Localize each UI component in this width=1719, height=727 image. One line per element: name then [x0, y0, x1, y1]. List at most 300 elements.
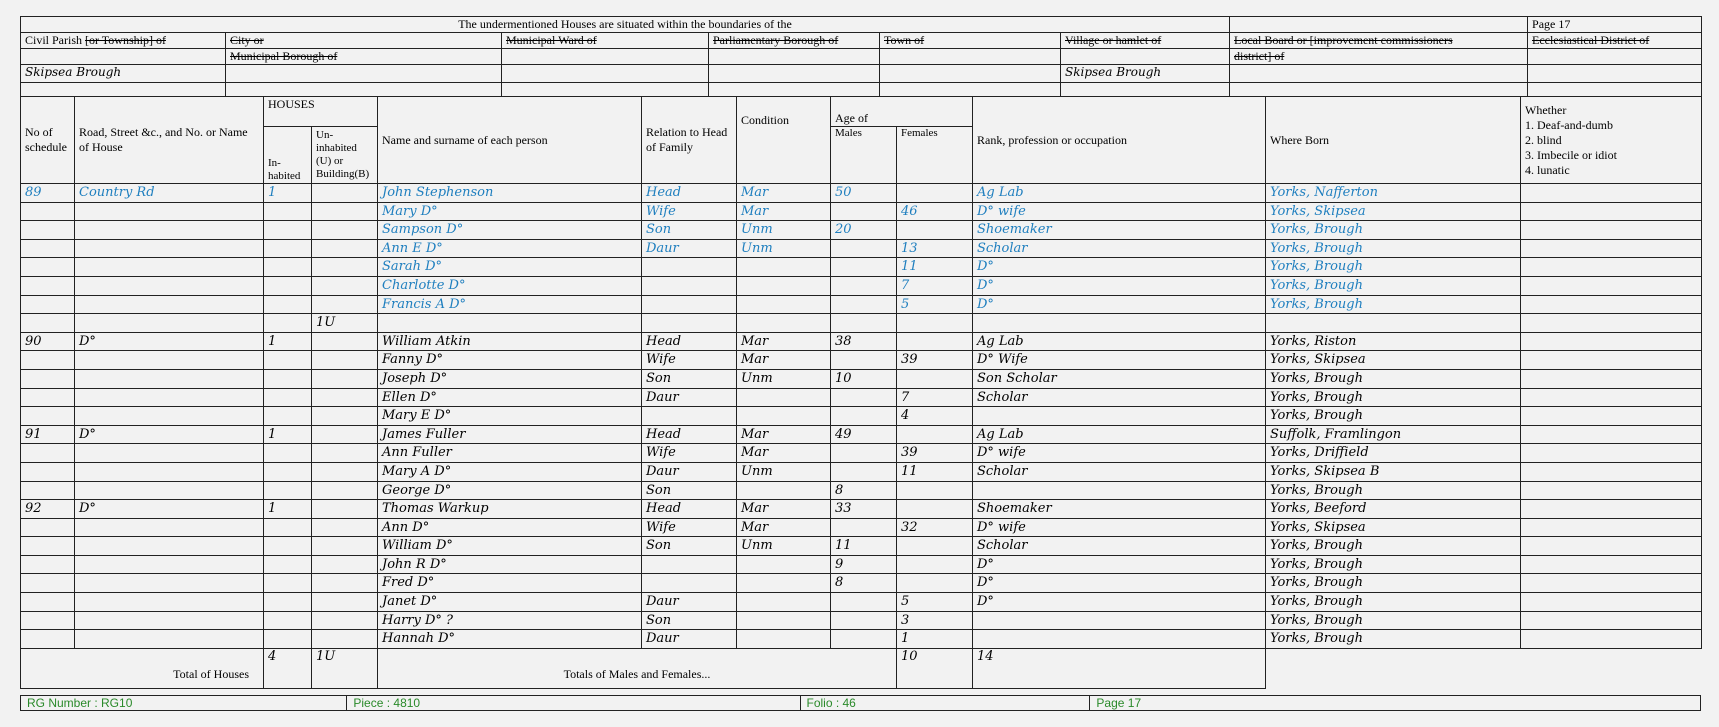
cell-cond: Mar: [737, 202, 831, 221]
cell-occ: Ag Lab: [973, 332, 1266, 351]
cell-whether: [1521, 593, 1702, 612]
cell-name: Ann E D°: [378, 239, 642, 258]
cell-m: 8: [831, 574, 897, 593]
cell-road: [75, 444, 264, 463]
cell-name: Hannah D°: [378, 630, 642, 649]
total-females: 14: [973, 648, 1266, 688]
cell-cond: Unm: [737, 221, 831, 240]
cell-uninh: [312, 351, 378, 370]
cell-sched: [21, 258, 75, 277]
table-row: [21, 276, 1702, 295]
cell-m: 38: [831, 332, 897, 351]
cell-cond: Mar: [737, 518, 831, 537]
table-row: [21, 555, 1702, 574]
cell-rel: Wife: [642, 518, 737, 537]
cell-occ: Scholar: [973, 537, 1266, 556]
cell-inh: [264, 555, 312, 574]
header-table: [20, 16, 1702, 97]
cell-name: Sarah D°: [378, 258, 642, 277]
col-age: Age of: [831, 97, 973, 127]
cell-name: Charlotte D°: [378, 276, 642, 295]
col-whether: Whether 1. Deaf-and-dumb 2. blind 3. Imbecile or idiot 4. lunatic: [1521, 97, 1702, 184]
cell-sched: [21, 407, 75, 426]
cell-cond: Unm: [737, 369, 831, 388]
cell-born: Yorks, Brough: [1266, 574, 1521, 593]
table-row: [21, 425, 1702, 444]
cell-road: [75, 314, 264, 333]
cell-name: Thomas Warkup: [378, 500, 642, 519]
cell-uninh: [312, 481, 378, 500]
table-row: [21, 481, 1702, 500]
cell-uninh: [312, 276, 378, 295]
cell-road: [75, 202, 264, 221]
cell-sched: [21, 314, 75, 333]
cell-occ: Ag Lab: [973, 425, 1266, 444]
cell-sched: [21, 239, 75, 258]
table-row: [21, 202, 1702, 221]
cell-inh: [264, 611, 312, 630]
cell-whether: [1521, 407, 1702, 426]
cell-born: Yorks, Skipsea: [1266, 351, 1521, 370]
cell-whether: [1521, 537, 1702, 556]
table-row: [21, 593, 1702, 612]
cell-f: 4: [897, 407, 973, 426]
cell-inh: [264, 388, 312, 407]
total-uninhabited: 1U: [312, 648, 378, 688]
cell-born: Yorks, Brough: [1266, 258, 1521, 277]
cell-cond: [737, 258, 831, 277]
cell-f: [897, 574, 973, 593]
cell-f: [897, 500, 973, 519]
cell-cond: [737, 481, 831, 500]
cell-whether: [1521, 518, 1702, 537]
cell-occ: [973, 481, 1266, 500]
total-inhabited: 4: [264, 648, 312, 688]
cell-f: [897, 369, 973, 388]
cell-road: [75, 276, 264, 295]
census-table: [20, 96, 1702, 689]
cell-cond: Mar: [737, 184, 831, 203]
city-label: City or: [226, 33, 502, 49]
cell-inh: [264, 295, 312, 314]
cell-uninh: [312, 500, 378, 519]
cell-born: Yorks, Beeford: [1266, 500, 1521, 519]
cell-road: [75, 611, 264, 630]
cell-cond: Unm: [737, 462, 831, 481]
cell-f: [897, 184, 973, 203]
cell-road: D°: [75, 332, 264, 351]
cell-born: Yorks, Skipsea: [1266, 518, 1521, 537]
cell-rel: Wife: [642, 202, 737, 221]
cell-born: Yorks, Brough: [1266, 295, 1521, 314]
census-sheet: [20, 16, 1701, 689]
table-row: [21, 258, 1702, 277]
cell-name: William Atkin: [378, 332, 642, 351]
cell-name: Francis A D°: [378, 295, 642, 314]
cell-name: Ann D°: [378, 518, 642, 537]
table-row: [21, 369, 1702, 388]
table-row: [21, 630, 1702, 649]
cell-rel: Son: [642, 481, 737, 500]
cell-sched: [21, 593, 75, 612]
cell-uninh: [312, 574, 378, 593]
cell-sched: 91: [21, 425, 75, 444]
cell-inh: [264, 518, 312, 537]
cell-cond: [737, 276, 831, 295]
cell-uninh: [312, 593, 378, 612]
cell-m: [831, 630, 897, 649]
cell-inh: [264, 221, 312, 240]
cell-cond: Unm: [737, 537, 831, 556]
cell-born: Yorks, Driffield: [1266, 444, 1521, 463]
cell-name: John R D°: [378, 555, 642, 574]
cell-cond: [737, 574, 831, 593]
cell-uninh: [312, 369, 378, 388]
cell-sched: [21, 276, 75, 295]
cell-m: [831, 388, 897, 407]
cell-whether: [1521, 500, 1702, 519]
cell-sched: 92: [21, 500, 75, 519]
cell-whether: [1521, 462, 1702, 481]
cell-m: [831, 444, 897, 463]
cell-occ: [973, 611, 1266, 630]
cell-road: [75, 388, 264, 407]
cell-born: Yorks, Brough: [1266, 388, 1521, 407]
cell-whether: [1521, 314, 1702, 333]
cell-cond: [737, 314, 831, 333]
table-row: [21, 221, 1702, 240]
table-row: [21, 388, 1702, 407]
cell-m: 9: [831, 555, 897, 574]
cell-born: Yorks, Brough: [1266, 239, 1521, 258]
cell-f: [897, 481, 973, 500]
cell-m: [831, 276, 897, 295]
page-number: Page 17: [1528, 17, 1702, 33]
cell-uninh: [312, 630, 378, 649]
cell-occ: D°: [973, 574, 1266, 593]
cell-name: Joseph D°: [378, 369, 642, 388]
cell-whether: [1521, 425, 1702, 444]
cell-inh: [264, 574, 312, 593]
cell-m: 10: [831, 369, 897, 388]
cell-cond: Mar: [737, 425, 831, 444]
cell-road: [75, 537, 264, 556]
cell-whether: [1521, 332, 1702, 351]
cell-rel: [642, 314, 737, 333]
cell-uninh: [312, 444, 378, 463]
cell-rel: Wife: [642, 351, 737, 370]
cell-occ: Scholar: [973, 239, 1266, 258]
cell-uninh: [312, 518, 378, 537]
piece-number: Piece : 4810: [347, 696, 800, 711]
cell-name: George D°: [378, 481, 642, 500]
cell-m: [831, 462, 897, 481]
col-females: Females: [897, 127, 973, 184]
cell-road: D°: [75, 425, 264, 444]
cell-uninh: [312, 258, 378, 277]
cell-occ: Shoemaker: [973, 221, 1266, 240]
cell-name: Sampson D°: [378, 221, 642, 240]
cell-f: [897, 555, 973, 574]
cell-uninh: [312, 184, 378, 203]
cell-whether: [1521, 388, 1702, 407]
cell-f: 39: [897, 351, 973, 370]
cell-sched: [21, 518, 75, 537]
cell-occ: D° Wife: [973, 351, 1266, 370]
cell-rel: Daur: [642, 593, 737, 612]
cell-sched: [21, 388, 75, 407]
cell-f: 5: [897, 593, 973, 612]
parliamentary-label: Parliamentary Borough of: [709, 33, 880, 49]
cell-cond: Mar: [737, 351, 831, 370]
cell-cond: [737, 555, 831, 574]
cell-f: [897, 314, 973, 333]
table-row: [21, 184, 1702, 203]
col-males: Males: [831, 127, 897, 184]
cell-name: Fred D°: [378, 574, 642, 593]
cell-occ: D°: [973, 593, 1266, 612]
col-houses: HOUSES: [264, 97, 378, 127]
cell-inh: [264, 630, 312, 649]
col-inhabited: In- habited: [264, 127, 312, 184]
cell-occ: D°: [973, 555, 1266, 574]
cell-f: 7: [897, 388, 973, 407]
table-row: [21, 407, 1702, 426]
ecclesiastical-label: Ecclesiastical District of: [1528, 33, 1702, 49]
cell-rel: [642, 276, 737, 295]
cell-rel: Head: [642, 184, 737, 203]
cell-uninh: 1U: [312, 314, 378, 333]
cell-born: Suffolk, Framlingon: [1266, 425, 1521, 444]
cell-born: [1266, 314, 1521, 333]
cell-rel: Head: [642, 425, 737, 444]
cell-m: [831, 351, 897, 370]
cell-occ: Scholar: [973, 388, 1266, 407]
cell-name: James Fuller: [378, 425, 642, 444]
cell-name: Ann Fuller: [378, 444, 642, 463]
cell-occ: Ag Lab: [973, 184, 1266, 203]
cell-uninh: [312, 202, 378, 221]
cell-road: [75, 351, 264, 370]
cell-f: 46: [897, 202, 973, 221]
cell-rel: [642, 295, 737, 314]
cell-m: 33: [831, 500, 897, 519]
cell-sched: [21, 202, 75, 221]
cell-road: Country Rd: [75, 184, 264, 203]
cell-inh: [264, 202, 312, 221]
cell-sched: [21, 351, 75, 370]
cell-cond: Mar: [737, 444, 831, 463]
table-row: [21, 239, 1702, 258]
cell-occ: [973, 407, 1266, 426]
cell-road: [75, 239, 264, 258]
cell-inh: [264, 314, 312, 333]
cell-occ: [973, 314, 1266, 333]
cell-whether: [1521, 202, 1702, 221]
cell-road: [75, 369, 264, 388]
cell-m: [831, 407, 897, 426]
cell-rel: Daur: [642, 630, 737, 649]
cell-name: Mary E D°: [378, 407, 642, 426]
cell-m: [831, 611, 897, 630]
cell-name: Harry D° ?: [378, 611, 642, 630]
cell-f: 3: [897, 611, 973, 630]
cell-cond: [737, 611, 831, 630]
cell-whether: [1521, 481, 1702, 500]
cell-rel: Head: [642, 332, 737, 351]
cell-whether: [1521, 258, 1702, 277]
cell-sched: [21, 537, 75, 556]
cell-born: Yorks, Brough: [1266, 276, 1521, 295]
col-condition: Condition: [737, 97, 831, 184]
cell-m: 8: [831, 481, 897, 500]
cell-rel: [642, 407, 737, 426]
cell-road: D°: [75, 500, 264, 519]
cell-f: 11: [897, 462, 973, 481]
cell-road: [75, 258, 264, 277]
cell-inh: [264, 407, 312, 426]
village-label: Village or hamlet of: [1061, 33, 1230, 49]
cell-road: [75, 630, 264, 649]
cell-inh: [264, 239, 312, 258]
cell-name: Ellen D°: [378, 388, 642, 407]
town-label: Town of: [880, 33, 1061, 49]
cell-occ: D°: [973, 258, 1266, 277]
cell-road: [75, 593, 264, 612]
cell-born: Yorks, Brough: [1266, 555, 1521, 574]
cell-inh: [264, 258, 312, 277]
cell-uninh: [312, 407, 378, 426]
cell-uninh: [312, 295, 378, 314]
cell-rel: Son: [642, 369, 737, 388]
cell-name: Fanny D°: [378, 351, 642, 370]
cell-f: 7: [897, 276, 973, 295]
cell-occ: D° wife: [973, 202, 1266, 221]
cell-inh: [264, 462, 312, 481]
cell-m: [831, 202, 897, 221]
cell-whether: [1521, 369, 1702, 388]
cell-born: Yorks, Skipsea B: [1266, 462, 1521, 481]
cell-uninh: [312, 462, 378, 481]
cell-sched: [21, 611, 75, 630]
cell-occ: Shoemaker: [973, 500, 1266, 519]
cell-inh: 1: [264, 500, 312, 519]
table-row: [21, 537, 1702, 556]
table-row: [21, 351, 1702, 370]
cell-uninh: [312, 425, 378, 444]
col-born: Where Born: [1266, 97, 1521, 184]
cell-occ: D°: [973, 295, 1266, 314]
cell-sched: [21, 574, 75, 593]
cell-cond: [737, 388, 831, 407]
census-rows: [21, 184, 1702, 649]
cell-f: 1: [897, 630, 973, 649]
cell-born: Yorks, Skipsea: [1266, 202, 1521, 221]
cell-whether: [1521, 351, 1702, 370]
cell-name: John Stephenson: [378, 184, 642, 203]
cell-whether: [1521, 611, 1702, 630]
cell-sched: 89: [21, 184, 75, 203]
cell-sched: 90: [21, 332, 75, 351]
cell-road: [75, 221, 264, 240]
cell-occ: Scholar: [973, 462, 1266, 481]
cell-cond: Unm: [737, 239, 831, 258]
cell-m: [831, 518, 897, 537]
cell-road: [75, 407, 264, 426]
footer-page: Page 17: [1090, 696, 1701, 711]
cell-born: Yorks, Riston: [1266, 332, 1521, 351]
cell-rel: Daur: [642, 239, 737, 258]
cell-rel: [642, 258, 737, 277]
cell-uninh: [312, 555, 378, 574]
cell-name: Mary A D°: [378, 462, 642, 481]
cell-whether: [1521, 630, 1702, 649]
cell-rel: Head: [642, 500, 737, 519]
cell-road: [75, 518, 264, 537]
cell-name: Janet D°: [378, 593, 642, 612]
cell-f: [897, 425, 973, 444]
cell-born: Yorks, Brough: [1266, 481, 1521, 500]
cell-m: 49: [831, 425, 897, 444]
cell-rel: [642, 574, 737, 593]
rg-number: RG Number : RG10: [21, 696, 347, 711]
cell-m: [831, 295, 897, 314]
table-row: [21, 574, 1702, 593]
cell-rel: Wife: [642, 444, 737, 463]
cell-name: Mary D°: [378, 202, 642, 221]
table-row: [21, 295, 1702, 314]
cell-cond: [737, 407, 831, 426]
cell-inh: [264, 351, 312, 370]
cell-whether: [1521, 239, 1702, 258]
table-row: [21, 314, 1702, 333]
cell-sched: [21, 369, 75, 388]
cell-sched: [21, 555, 75, 574]
cell-born: Yorks, Brough: [1266, 407, 1521, 426]
cell-f: 11: [897, 258, 973, 277]
cell-occ: [973, 630, 1266, 649]
col-uninhabited: Un- inhabited (U) or Building(B): [312, 127, 378, 184]
cell-born: Yorks, Brough: [1266, 593, 1521, 612]
col-relation: Relation to Head of Family: [642, 97, 737, 184]
cell-whether: [1521, 574, 1702, 593]
cell-f: [897, 537, 973, 556]
table-row: [21, 611, 1702, 630]
cell-occ: D° wife: [973, 444, 1266, 463]
cell-inh: [264, 537, 312, 556]
cell-uninh: [312, 221, 378, 240]
cell-cond: [737, 630, 831, 649]
table-row: [21, 500, 1702, 519]
cell-uninh: [312, 239, 378, 258]
col-name: Name and surname of each person: [378, 97, 642, 184]
cell-rel: Daur: [642, 462, 737, 481]
cell-sched: [21, 444, 75, 463]
cell-road: [75, 555, 264, 574]
cell-uninh: [312, 388, 378, 407]
cell-rel: Son: [642, 537, 737, 556]
cell-born: Yorks, Brough: [1266, 630, 1521, 649]
cell-cond: Mar: [737, 332, 831, 351]
parish-value: Skipsea Brough: [21, 65, 226, 83]
cell-sched: [21, 630, 75, 649]
total-houses-label: Total of Houses: [21, 648, 264, 688]
cell-name: William D°: [378, 537, 642, 556]
cell-inh: 1: [264, 425, 312, 444]
table-row: [21, 518, 1702, 537]
cell-rel: [642, 555, 737, 574]
cell-f: [897, 332, 973, 351]
